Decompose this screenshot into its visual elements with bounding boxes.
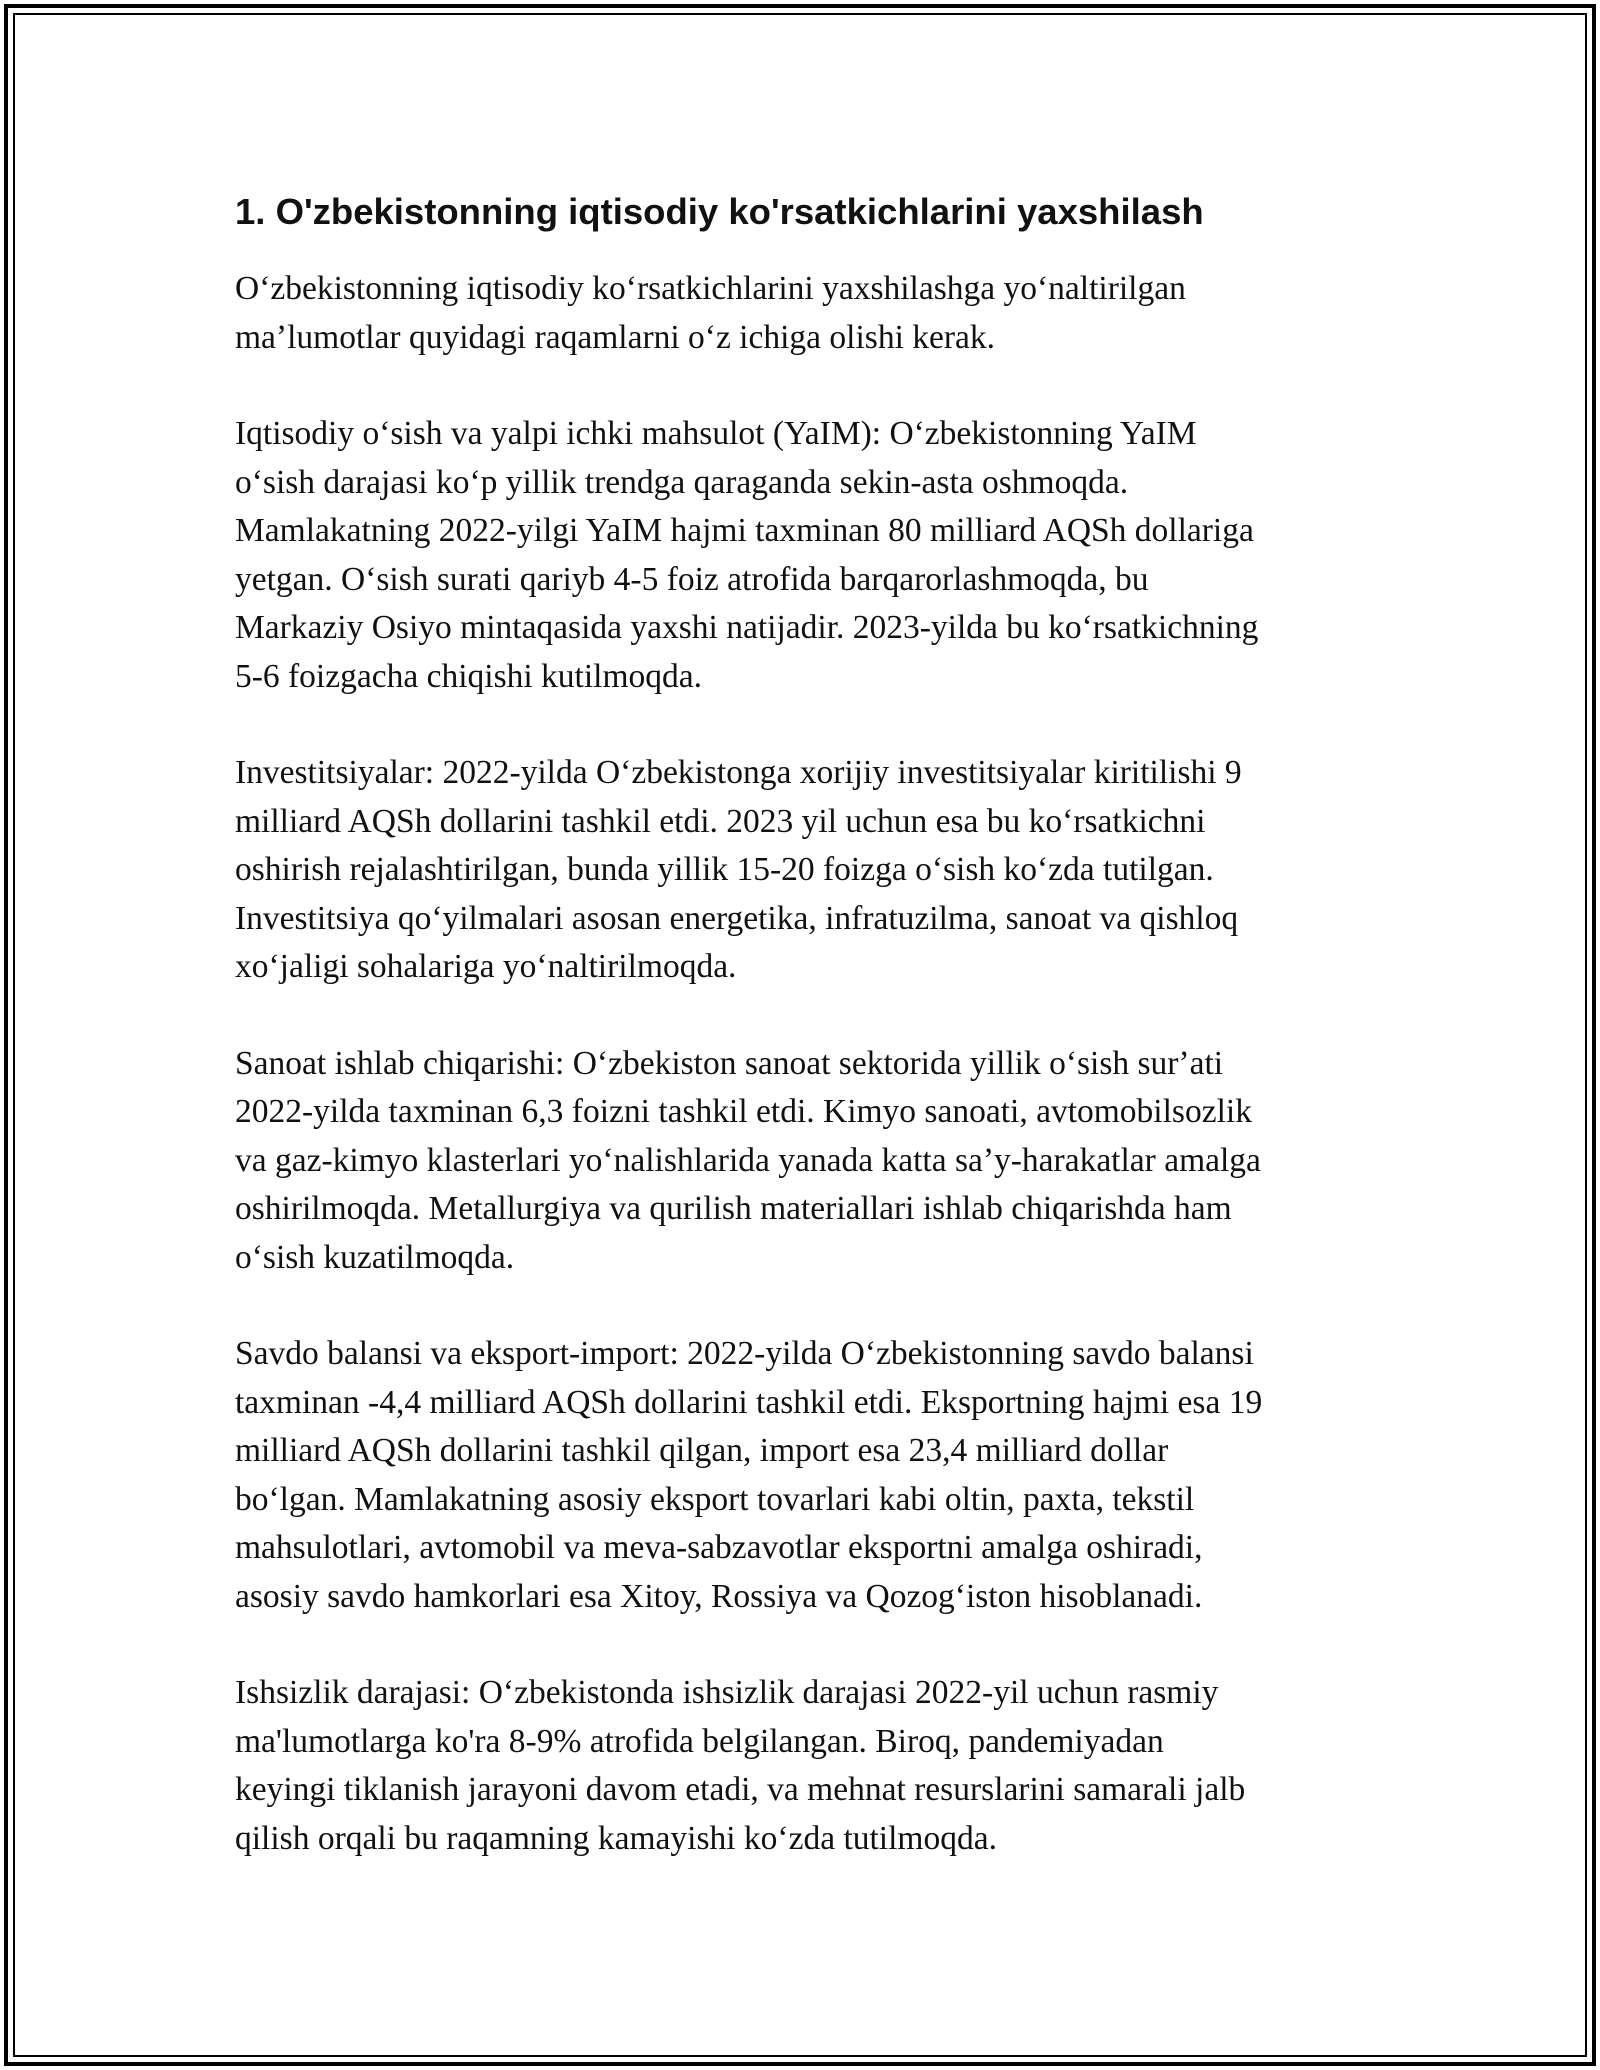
document-body — [235, 183, 1380, 1911]
text-line: Investitsiyalar: 2022-yilda Oʻzbekistonga xorijiy investitsiyalar kiritilishi 9 — [235, 754, 1242, 791]
text-line: oʻsish kuzatilmoqda. — [235, 1238, 515, 1276]
paragraph-investments — [235, 749, 1380, 992]
text-line: qilish orqali bu raqamning kamayishi koʻzda tutilmoqda. — [235, 1819, 997, 1857]
text-line: Sanoat ishlab chiqarishi: Oʻzbekiston sanoat sektorida yillik oʻsish surʼati — [235, 1044, 1224, 1082]
text-line: Investitsiya qoʻyilmalari asosan energetika, infratuzilma, sanoat va qishloq — [235, 899, 1239, 937]
text-line: Oʻzbekistonning iqtisodiy koʻrsatkichlarini yaxshilashga yoʻnaltirilgan — [235, 270, 1186, 307]
text-line: mahsulotlari, avtomobil va meva-sabzavotlar eksportni amalga oshiradi, — [235, 1529, 1203, 1566]
text-line: 5-6 foizgacha chiqishi kutilmoqda. — [235, 657, 703, 695]
text-line: va gaz-kimyo klasterlari yoʻnalishlarida yanada katta saʼy-harakatlar amalga — [235, 1141, 1261, 1179]
text-line: xoʻjaligi sohalariga yoʻnaltirilmoqda. — [235, 948, 737, 985]
paragraph-intro — [235, 265, 1380, 362]
text-line: Mamlakatning 2022-yilgi YaIM hajmi taxminan 80 milliard AQSh dollariga — [235, 512, 1254, 549]
section-title: 1. O'zbekistonning iqtisodiy ko'rsatkichlarini yaxshilash — [235, 191, 1204, 232]
text-line: oʻsish darajasi koʻp yillik trendga qaraganda sekin-asta oshmoqda. — [235, 463, 1129, 501]
paragraph-trade-balance — [235, 1330, 1380, 1621]
text-line: 2022-yilda taxminan 6,3 foizni tashkil etdi. Kimyo sanoati, avtomobilsozlik — [235, 1093, 1252, 1130]
text-line: milliard AQSh dollarini tashkil qilgan, import esa 23,4 milliard dollar — [235, 1432, 1169, 1469]
text-line: milliard AQSh dollarini tashkil etdi. 2023 yil uchun esa bu koʻrsatkichni — [235, 802, 1206, 840]
text-line: keyingi tiklanish jarayoni davom etadi, va mehnat resurslarini samarali jalb — [235, 1771, 1246, 1808]
text-line: boʻlgan. Mamlakatning asosiy eksport tovarlari kabi oltin, paxta, tekstil — [235, 1480, 1195, 1518]
text-line: ma'lumotlarga ko'ra 8-9% atrofida belgilangan. Biroq, pandemiyadan — [235, 1722, 1164, 1760]
text-line: Ishsizlik darajasi: Oʻzbekistonda ishsizlik darajasi 2022-yil uchun rasmiy — [235, 1674, 1219, 1711]
text-line: asosiy savdo hamkorlari esa Xitoy, Rossiya va Qozogʻiston hisoblanadi. — [235, 1577, 1203, 1615]
text-line: Markaziy Osiyo mintaqasida yaxshi natijadir. 2023-yilda bu koʻrsatkichning — [235, 609, 1259, 646]
text-line: taxminan -4,4 milliard AQSh dollarini tashkil etdi. Eksportning hajmi esa 19 — [235, 1383, 1263, 1421]
text-line: yetgan. Oʻsish surati qariyb 4-5 foiz atrofida barqarorlashmoqda, bu — [235, 560, 1149, 598]
paragraph-unemployment — [235, 1669, 1380, 1863]
text-line: Savdo balansi va eksport-import: 2022-yilda Oʻzbekistonning savdo balansi — [235, 1335, 1254, 1372]
paragraph-industrial-production — [235, 1040, 1380, 1283]
text-line: oshirish rejalashtirilgan, bunda yillik 15-20 foizga oʻsish koʻzda tutilgan. — [235, 851, 1214, 888]
paragraph-gdp-growth — [235, 410, 1380, 701]
text-line: Iqtisodiy oʻsish va yalpi ichki mahsulot (YaIM): Oʻzbekistonning YaIM — [235, 415, 1197, 452]
text-line: maʼlumotlar quyidagi raqamlarni oʻz ichiga olishi kerak. — [235, 318, 996, 356]
text-line: oshirilmoqda. Metallurgiya va qurilish materiallari ishlab chiqarishda ham — [235, 1190, 1232, 1227]
